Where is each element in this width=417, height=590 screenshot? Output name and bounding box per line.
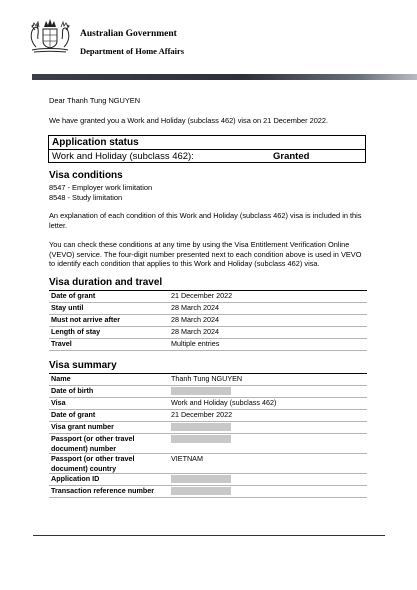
table-row [49, 454, 367, 474]
header-band [32, 74, 417, 80]
conditions-explanation: An explanation of each condition of this Work and Holiday (subclass 462) visa is included in this letter. [49, 211, 362, 230]
row-label: Travel [49, 339, 165, 351]
summary-table [49, 373, 367, 498]
row-label: Visa [49, 398, 165, 410]
row-label: Passport (or other travel document) country [49, 454, 165, 474]
row-label: Name [49, 374, 165, 386]
table-row [49, 434, 367, 454]
letterhead [0, 0, 417, 80]
department-name: Department of Home Affairs [80, 46, 185, 56]
table-row [49, 486, 367, 498]
coat-of-arms-icon [26, 17, 74, 55]
redacted-value [171, 387, 231, 395]
summary-title: Visa summary [49, 360, 117, 371]
row-value: 28 March 2024 [165, 303, 367, 315]
application-status-box [48, 135, 366, 163]
table-row [49, 474, 367, 486]
table-row [49, 303, 367, 315]
row-value: Multiple entries [165, 339, 367, 351]
table-row [49, 386, 367, 398]
redacted-value [171, 475, 231, 483]
status-visa: Work and Holiday (subclass 462): [52, 151, 194, 162]
vevo-text: You can check these conditions at any time by using the Visa Entitlement Verification Online (VEVO) service. The four-digit number presented next to each condition above is used in VEVO to identify each condition that applies to this Work and Holiday (subclass 462) visa. [49, 240, 362, 269]
row-label: Passport (or other travel document) number [49, 434, 165, 454]
row-label: Date of birth [49, 386, 165, 398]
condition-item: 8548 - Study limitation [49, 193, 123, 202]
table-row [49, 422, 367, 434]
divider [49, 149, 365, 150]
table-row [49, 374, 367, 386]
row-label: Date of grant [49, 410, 165, 422]
row-label: Visa grant number [49, 422, 165, 434]
row-value: 21 December 2022 [165, 410, 367, 422]
row-label: Length of stay [49, 327, 165, 339]
row-label: Date of grant [49, 291, 165, 303]
redacted-value [171, 435, 231, 443]
row-label: Transaction reference number [49, 486, 165, 498]
conditions-title: Visa conditions [49, 170, 123, 181]
row-value: 21 December 2022 [165, 291, 367, 303]
table-row [49, 315, 367, 327]
duration-table [49, 290, 367, 351]
duration-title: Visa duration and travel [49, 277, 163, 288]
status-value: Granted [273, 151, 310, 162]
intro-text: We have granted you a Work and Holiday (subclass 462) visa on 21 December 2022. [49, 116, 329, 125]
government-name: Australian Government [80, 29, 177, 39]
redacted-value [171, 487, 231, 495]
table-row [49, 398, 367, 410]
footer-divider [33, 535, 385, 536]
table-row [49, 291, 367, 303]
table-row [49, 339, 367, 351]
row-value: Thanh Tung NGUYEN [165, 374, 367, 386]
table-row [49, 410, 367, 422]
row-label: Application ID [49, 474, 165, 486]
status-title: Application status [52, 137, 139, 148]
table-row [49, 327, 367, 339]
row-value: 28 March 2024 [165, 327, 367, 339]
row-value: 28 March 2024 [165, 315, 367, 327]
greeting: Dear Thanh Tung NGUYEN [49, 96, 141, 105]
redacted-value [171, 423, 231, 431]
row-value: VIETNAM [165, 454, 367, 474]
condition-item: 8547 - Employer work limitation [49, 183, 153, 192]
row-value: Work and Holiday (subclass 462) [165, 398, 367, 410]
row-label: Stay until [49, 303, 165, 315]
row-label: Must not arrive after [49, 315, 165, 327]
